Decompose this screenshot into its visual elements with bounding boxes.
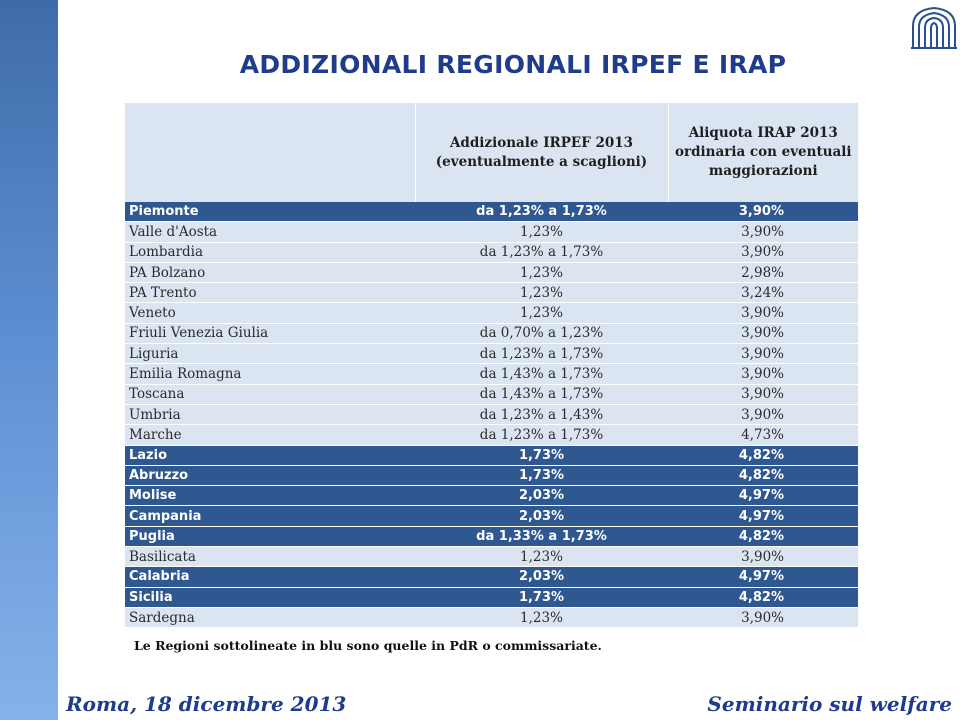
irap-cell: 2,98%: [668, 262, 858, 282]
table-row: [125, 242, 858, 262]
irpef-cell: 1,23%: [415, 222, 668, 242]
footnote: Le Regioni sottolineate in blu sono quelle in PdR o commissariate.: [134, 638, 602, 653]
region-cell: PA Trento: [125, 283, 415, 303]
irpef-cell: 1,23%: [415, 283, 668, 303]
irpef-cell: da 1,23% a 1,43%: [415, 404, 668, 424]
rates-table: [125, 103, 858, 628]
header-irpef-line-2: (eventualmente a scaglioni): [435, 153, 648, 170]
irpef-cell: 1,73%: [415, 587, 668, 607]
header-irap-line-2: ordinaria con eventuali: [674, 144, 852, 160]
irpef-cell: da 0,70% a 1,23%: [415, 323, 668, 343]
irap-cell: 3,90%: [668, 364, 858, 384]
header-irap: [668, 103, 858, 202]
region-cell: Friuli Venezia Giulia: [125, 323, 415, 343]
table-row: [125, 364, 858, 384]
table-row: [125, 607, 858, 627]
side-bar: [0, 0, 58, 720]
irpef-cell: da 1,23% a 1,73%: [415, 344, 668, 364]
table-row: [125, 587, 858, 607]
irap-cell: 4,82%: [668, 445, 858, 465]
region-cell: Marche: [125, 425, 415, 445]
irap-cell: 3,24%: [668, 283, 858, 303]
irap-cell: 4,82%: [668, 465, 858, 485]
table-row: [125, 567, 858, 587]
irpef-cell: da 1,43% a 1,73%: [415, 364, 668, 384]
table-row: [125, 222, 858, 242]
region-cell: Veneto: [125, 303, 415, 323]
irap-cell: 4,82%: [668, 587, 858, 607]
irpef-cell: 1,23%: [415, 303, 668, 323]
table-row: [125, 303, 858, 323]
irpef-cell: da 1,33% a 1,73%: [415, 526, 668, 546]
confindustria-logo-icon: [909, 4, 959, 50]
table-row: [125, 547, 858, 567]
table-row: [125, 262, 858, 282]
irpef-cell: da 1,23% a 1,73%: [415, 425, 668, 445]
table-row: [125, 425, 858, 445]
region-cell: Liguria: [125, 344, 415, 364]
table-row: [125, 404, 858, 424]
irap-cell: 4,82%: [668, 526, 858, 546]
footer-date: Roma, 18 dicembre 2013: [66, 692, 347, 716]
rates-table-container: [125, 103, 858, 628]
region-cell: Emilia Romagna: [125, 364, 415, 384]
region-cell: Puglia: [125, 526, 415, 546]
irap-cell: 4,97%: [668, 486, 858, 506]
irap-cell: 3,90%: [668, 547, 858, 567]
header-region: [125, 103, 415, 202]
table-row: [125, 344, 858, 364]
header-irpef: [415, 103, 668, 202]
table-row: [125, 323, 858, 343]
irpef-cell: da 1,23% a 1,73%: [415, 202, 668, 222]
irpef-cell: 2,03%: [415, 486, 668, 506]
region-cell: Abruzzo: [125, 465, 415, 485]
irpef-cell: 1,23%: [415, 262, 668, 282]
irpef-cell: 1,23%: [415, 607, 668, 627]
table-row: [125, 202, 858, 222]
footer-event: Seminario sul welfare: [707, 692, 952, 716]
irap-cell: 4,97%: [668, 567, 858, 587]
irap-cell: 3,90%: [668, 384, 858, 404]
table-row: [125, 283, 858, 303]
irap-cell: 4,73%: [668, 425, 858, 445]
region-cell: Sardegna: [125, 607, 415, 627]
irap-cell: 3,90%: [668, 303, 858, 323]
irap-cell: 3,90%: [668, 404, 858, 424]
slide-title: ADDIZIONALI REGIONALI IRPEF E IRAP: [239, 50, 787, 79]
table-row: [125, 465, 858, 485]
irpef-cell: 1,23%: [415, 547, 668, 567]
region-cell: Umbria: [125, 404, 415, 424]
irpef-cell: da 1,23% a 1,73%: [415, 242, 668, 262]
region-cell: Toscana: [125, 384, 415, 404]
irap-cell: 4,97%: [668, 506, 858, 526]
table-row: [125, 486, 858, 506]
region-cell: Piemonte: [125, 202, 415, 222]
region-cell: Lombardia: [125, 242, 415, 262]
table-row: [125, 526, 858, 546]
table-row: [125, 445, 858, 465]
region-cell: Sicilia: [125, 587, 415, 607]
region-cell: Basilicata: [125, 547, 415, 567]
header-irap-line-1: Aliquota IRAP 2013: [688, 125, 838, 141]
irpef-cell: 2,03%: [415, 506, 668, 526]
irap-cell: 3,90%: [668, 607, 858, 627]
header-irpef-line-1: Addizionale IRPEF 2013: [449, 134, 634, 151]
irap-cell: 3,90%: [668, 222, 858, 242]
region-cell: Calabria: [125, 567, 415, 587]
table-row: [125, 384, 858, 404]
irpef-cell: 1,73%: [415, 445, 668, 465]
irap-cell: 3,90%: [668, 242, 858, 262]
irap-cell: 3,90%: [668, 344, 858, 364]
table-row: [125, 506, 858, 526]
table-body: [125, 202, 858, 628]
region-cell: Campania: [125, 506, 415, 526]
irap-cell: 3,90%: [668, 323, 858, 343]
table-header-row: [125, 103, 858, 202]
region-cell: Valle d'Aosta: [125, 222, 415, 242]
irap-cell: 3,90%: [668, 202, 858, 222]
irpef-cell: 1,73%: [415, 465, 668, 485]
region-cell: PA Bolzano: [125, 262, 415, 282]
header-irap-line-3: maggiorazioni: [708, 163, 818, 179]
irpef-cell: da 1,43% a 1,73%: [415, 384, 668, 404]
irpef-cell: 2,03%: [415, 567, 668, 587]
region-cell: Lazio: [125, 445, 415, 465]
region-cell: Molise: [125, 486, 415, 506]
